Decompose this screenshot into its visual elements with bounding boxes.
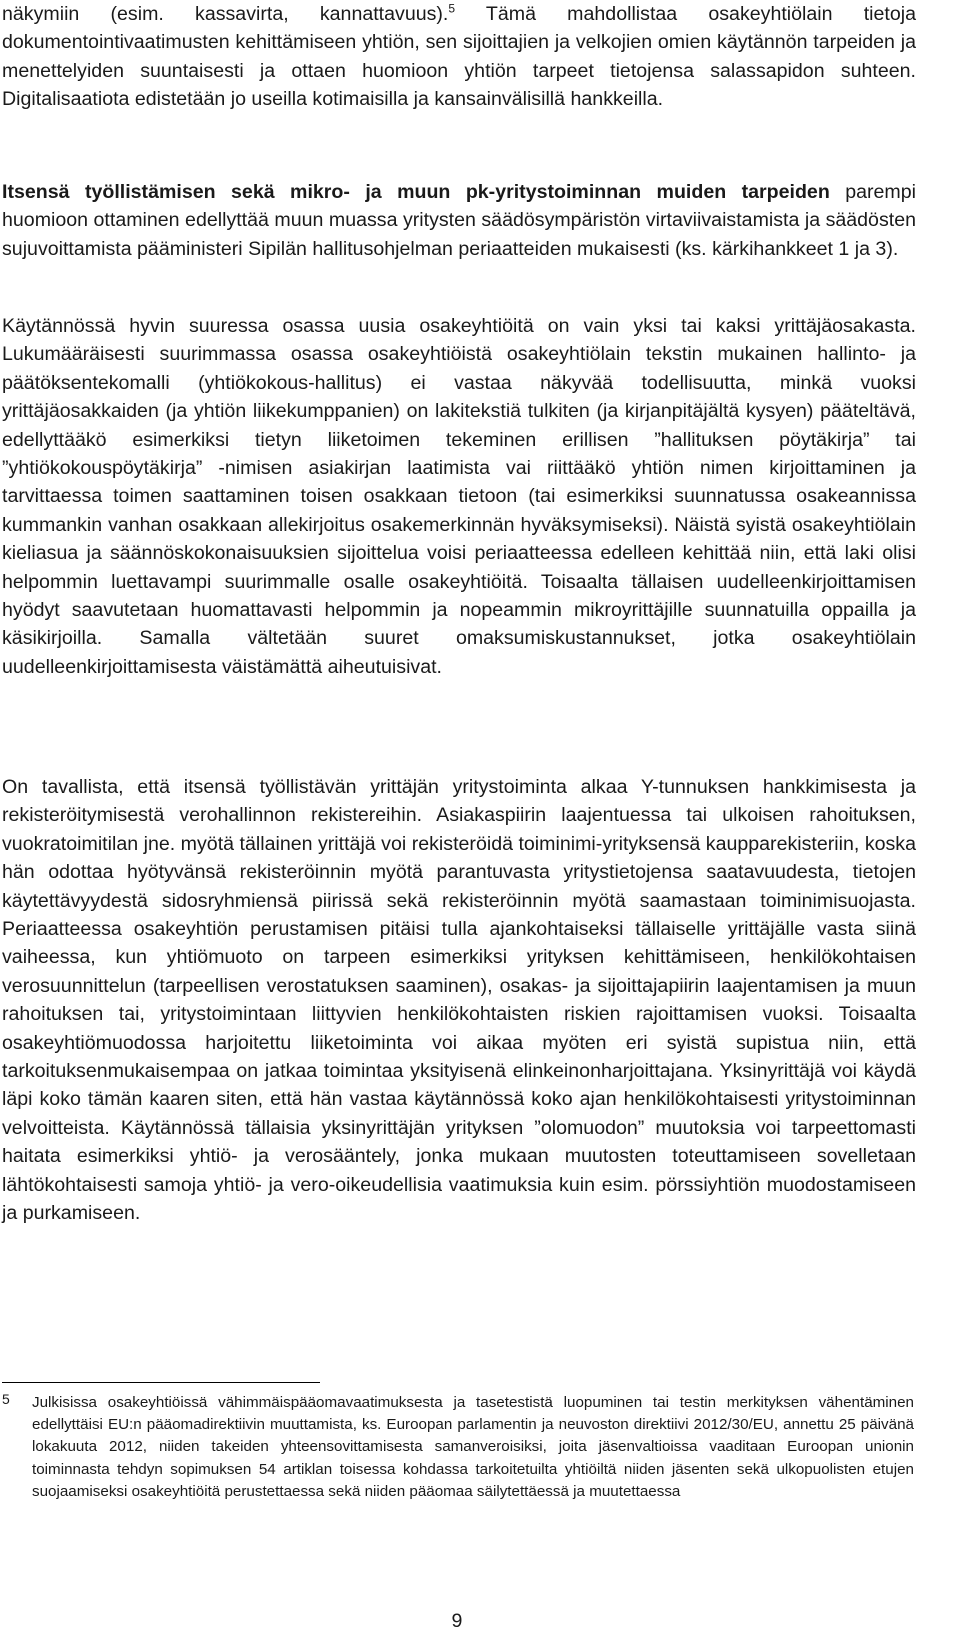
paragraph-practice — [2, 312, 916, 681]
paragraph-continuation — [2, 0, 916, 114]
footnote-reference: 5 — [448, 1, 456, 16]
paragraph-text: Tämä mahdollistaa osakeyhtiölain tietoja dokumentointivaatimusten kehittämiseen yhtiön, sen sijoittajien ja velkojien omien käytännön tarpeiden ja menettelyiden suuntaisesti ja ottaen huomioon yhtiön tarpeet tietojensa salassapidon suhteen. Digitalisaatiota edistetään jo useilla kotimaisilla ja kansainvälisillä hankkeilla. — [2, 3, 917, 111]
paragraph-sole-trader — [2, 773, 916, 1228]
footnote — [2, 1392, 914, 1503]
footnote-text: Julkisissa osakeyhtiöissä vähimmäispääomavaatimuksesta ja tasetestistä luopuminen tai testin merkityksen vähentäminen edellyttäisi EU:n pääomadirektiivin muuttamista, ks. Euroopan parlamentin ja neuvoston direktiivi 2012/30/EU, annettu 25 päivänä lokakuuta 2012, niiden takeiden yhteensovittamisesta samanveroisiksi, joita jäsenvaltioissa vaaditaan Euroopan unionin toiminnasta tehdyn sopimuksen 54 artiklan toisessa kohdassa tarkoitetuilta yhtiöiltä niiden jäsenten sekä ulkopuolisten etujen suojaamiseksi osakeyhtiöitä perustettaessa sekä niiden pääomaa säilytettäessä ja muutettaessa — [32, 1394, 914, 1500]
paragraph-text: parempi huomioon ottaminen edellyttää muun muassa yritysten säädösympäristön virtaviivaistamista ja säädösten sujuvoittamista pääministeri Sipilän hallitusohjelman periaatteiden mukaisesti (ks. kärkihankkeet 1 ja 3). — [2, 181, 916, 260]
page-number: 9 — [451, 1610, 463, 1632]
footnote-number: 5 — [2, 1391, 10, 1407]
paragraph-text: On tavallista, että itsensä työllistävän yrittäjän yritystoiminta alkaa Y-tunnuksen hankkimisesta ja rekisteröitymisestä verohallinnon rekistereihin. Asiakaspiirin laajentuessa tai ulkoisen rahoituksen, vuokratoimitilan jne. myötä tällainen yrittäjä voi rekisteröidä toiminimi-yrityksensä kaupparekisteriin, koska hän odottaa hyötyvänsä rekisteröinnin myötä parantuvasta yritystietojensa saatavuudesta, tietojen käytettävyydestä sidosryhmiensä piirissä sekä rekisteröinnin myötä saamastaan toiminimisuojasta. Periaatteessa osakeyhtiön perustamisen pitäisi tulla ajankohtaiseksi tällaiselle yrittäjälle vasta siinä vaiheessa, kun yhtiömuoto on tarpeen esimerkiksi yrityksen kehittämiseen, henkilökohtaisen verosuunnittelun (tarpeellisen verostatuksen saaminen), osakas- ja sijoittajapiirin laajentamisen ja muun rahoituksen tai, yritystoimintaan liittyvien henkilökohtaisten riskien rajoittamisen vuoksi. Toisaalta osakeyhtiömuodossa harjoitettu liiketoiminta voi aikaa myöten eri syistä supistua niin, että tarkoituksenmukaisempaa on jatkaa toimintaa yksityisenä elinkeinonharjoittajana. Yksinyrittäjä voi käydä läpi koko tämän kaaren siten, että hän vastaa käytännössä koko ajan henkilökohtaisesti yritystoiminnan velvoitteista. Käytännössä tällaisia yksinyrittäjän yrityksen ”olomuodon” muutoksia voi tarpeettomasti haitata esimerkiksi yhtiö- ja verosääntely, jonka mukaan muutosten toteuttamiseen sovelletaan lähtökohtaisesti samoja yhtiö- ja vero-oikeudellisia vaatimuksia kuin esim. pörssiyhtiön muodostamiseen ja purkamiseen. — [2, 776, 916, 1225]
footnote-separator — [2, 1382, 320, 1383]
paragraph-bold-lead: Itsensä työllistämisen sekä mikro- ja muun pk-yritystoiminnan muiden tarpeiden — [2, 181, 830, 203]
paragraph-text: Käytännössä hyvin suuressa osassa uusia osakeyhtiöitä on vain yksi tai kaksi yrittäjäosakasta. Lukumääräisesti suurimmassa osassa osakeyhtiöistä osakeyhtiölain tekstin mukainen hallinto- ja päätöksentekomalli (yhtiökokous-hallitus) ei vastaa näkyvää todellisuutta, minkä vuoksi yrittäjäosakkaiden (ja yhtiön liikekumppanien) on lakitekstiä tulkiten (ja kirjanpitäjältä kysyen) pääteltävä, edellyttääkö esimerkiksi tietyn liiketoimen tekeminen erillisen ”hallituksen pöytäkirja” tai ”yhtiökokouspöytäkirja” -nimisen asiakirjan laatimista vai riittääkö yhtiön nimen kirjoittaminen ja tarvittaessa toimen saattaminen toisen osakkaan tietoon (tai esimerkiksi suunnatussa osakeannissa kummankin vanhan osakkaan allekirjoitus osakemerkinnän hyväksymiseksi). Näistä syistä osakeyhtiölain kieliasua ja säännöskokonaisuuksien sijoittelua voisi periaatteessa edelleen kehittää niin, että laki olisi helpommin luettavampi suurimmalle osalle osakeyhtiöitä. Toisaalta tällaisen uudelleenkirjoittamisen hyödyt saavutetaan huomattavasti helpommin ja nopeammin mikroyrittäjille suunnatuilla oppailla ja käsikirjoilla. Samalla vältetään suuret omaksumiskustannukset, jotka osakeyhtiölain uudelleenkirjoittamisesta väistämättä aiheutuisivat. — [2, 315, 916, 678]
paragraph-self-employment — [2, 178, 916, 263]
paragraph-lead: näkymiin (esim. kassavirta, kannattavuus). — [2, 3, 449, 25]
